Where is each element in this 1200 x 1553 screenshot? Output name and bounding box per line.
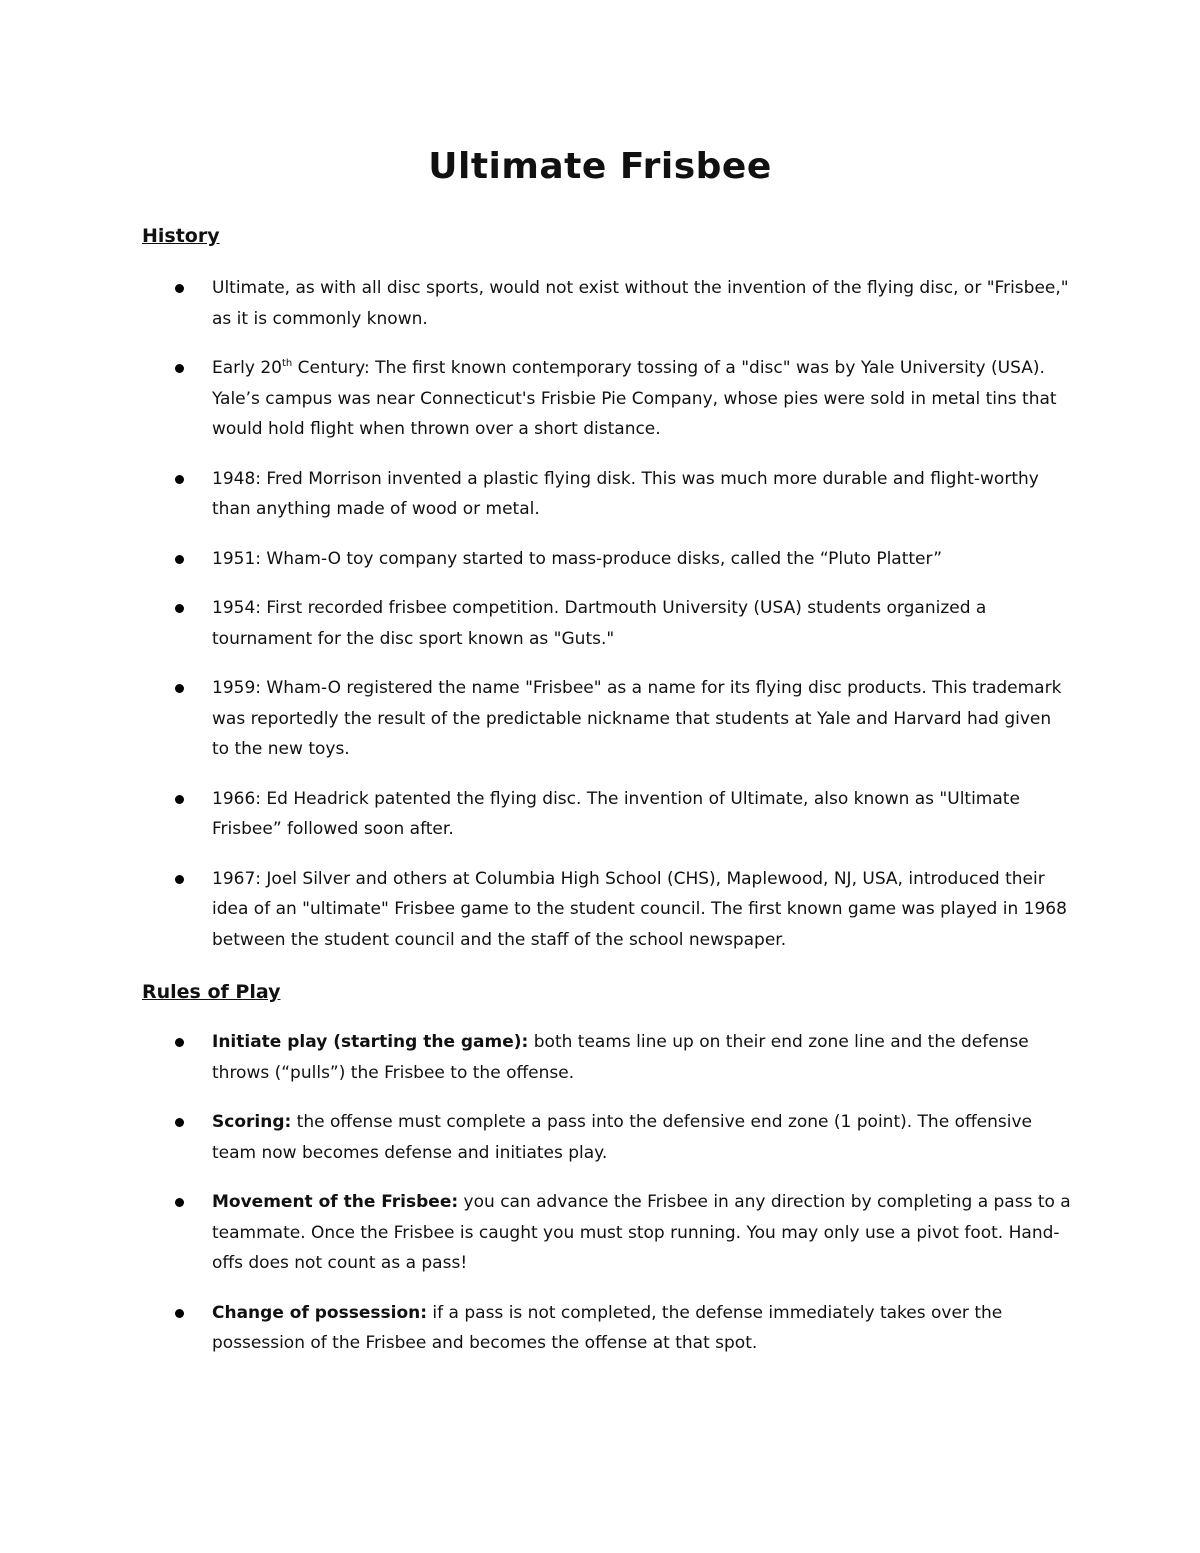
history-item-2 bbox=[142, 353, 1072, 445]
bullet-icon bbox=[175, 604, 184, 613]
rules-item-2 bbox=[142, 1107, 1072, 1168]
bullet-icon bbox=[175, 1198, 184, 1207]
history-item-lead: 1967: bbox=[212, 868, 261, 889]
history-item-1 bbox=[142, 273, 1072, 334]
history-item-text: Wham-O registered the name "Frisbee" as a name for its flying disc products. This trademark was reportedly the result of the predictable nickname that students at Yale and Harvard had given to the new toys. bbox=[212, 678, 1062, 759]
history-item-4 bbox=[142, 544, 1072, 575]
history-heading: History bbox=[142, 225, 220, 247]
history-item-text: First recorded frisbee competition. Dartmouth University (USA) students organized a tournament for the disc sport known as "Guts." bbox=[212, 598, 987, 649]
bullet-icon bbox=[175, 1309, 184, 1318]
rules-item-lead: Scoring: bbox=[212, 1112, 292, 1132]
rules-item-lead: Initiate play (starting the game): bbox=[212, 1032, 529, 1052]
history-item-lead: 1959: bbox=[212, 678, 261, 698]
history-item-lead: 1966: bbox=[212, 788, 261, 809]
rules-item-text: the offense must complete a pass into the defensive end zone (1 point). The offensive team now becomes defense and initiates play. bbox=[212, 1112, 1033, 1163]
history-item-lead: Early 20 bbox=[212, 358, 282, 378]
bullet-icon bbox=[175, 795, 184, 804]
rules-item-lead: Change of possession: bbox=[212, 1302, 428, 1323]
history-item-lead: 1954: bbox=[212, 598, 261, 618]
history-item-3 bbox=[142, 464, 1072, 525]
rules-item-3 bbox=[142, 1187, 1072, 1279]
bullet-icon bbox=[175, 1038, 184, 1047]
history-item-text: Century: The first known contemporary tossing of a "disc" was by Yale University (USA). Yale’s campus was near Connecticut's Frisbie Pie Company, whose pies were sold in metal tins that would hold flight when thrown over a short distance. bbox=[212, 358, 1057, 439]
rules-item-4 bbox=[142, 1298, 1072, 1359]
bullet-icon bbox=[175, 1118, 184, 1127]
history-list bbox=[142, 273, 1072, 974]
history-item-5 bbox=[142, 593, 1072, 654]
history-item-text: Ultimate, as with all disc sports, would not exist without the invention of the flying disc, or "Frisbee," as it is commonly known. bbox=[212, 278, 1069, 329]
rules-item-1 bbox=[142, 1027, 1072, 1088]
history-item-text: Fred Morrison invented a plastic flying disk. This was much more durable and flight-worthy than anything made of wood or metal. bbox=[212, 468, 1039, 519]
history-item-superscript: th bbox=[281, 358, 293, 369]
rules-heading: Rules of Play bbox=[142, 981, 281, 1003]
document-title: Ultimate Frisbee bbox=[428, 146, 772, 187]
history-item-text: Ed Headrick patented the flying disc. The invention of Ultimate, also known as "Ultimate Frisbee” followed soon after. bbox=[212, 788, 1020, 839]
history-item-text: Joel Silver and others at Columbia High School (CHS), Maplewood, NJ, USA, introduced their idea of an "ultimate" Frisbee game to the student council. The first known game was played in 1968 between the student council and the staff of the school newspaper. bbox=[212, 868, 1067, 950]
rules-item-text: if a pass is not completed, the defense immediately takes over the possession of the Frisbee and becomes the offense at that spot. bbox=[212, 1302, 1003, 1353]
rules-list bbox=[142, 1027, 1072, 1378]
bullet-icon bbox=[175, 364, 184, 373]
history-item-7 bbox=[142, 784, 1072, 845]
history-item-6 bbox=[142, 673, 1072, 765]
history-item-lead: 1948: bbox=[212, 468, 261, 489]
rules-item-lead: Movement of the Frisbee: bbox=[212, 1192, 459, 1212]
history-item-text: Wham-O toy company started to mass-produce disks, called the “Pluto Platter” bbox=[261, 548, 943, 569]
history-item-lead: 1951: bbox=[212, 548, 261, 569]
rules-item-text: both teams line up on their end zone line and the defense throws (“pulls”) the Frisbee to the offense. bbox=[212, 1032, 1029, 1083]
bullet-icon bbox=[175, 684, 184, 693]
history-item-8 bbox=[142, 864, 1072, 956]
bullet-icon bbox=[175, 555, 184, 564]
bullet-icon bbox=[175, 284, 184, 293]
bullet-icon bbox=[175, 475, 184, 484]
rules-item-text: you can advance the Frisbee in any direction by completing a pass to a teammate. Once the Frisbee is caught you must stop running. You may only use a pivot foot. Hand-offs does not count as a pass! bbox=[212, 1192, 1071, 1273]
bullet-icon bbox=[175, 875, 184, 884]
